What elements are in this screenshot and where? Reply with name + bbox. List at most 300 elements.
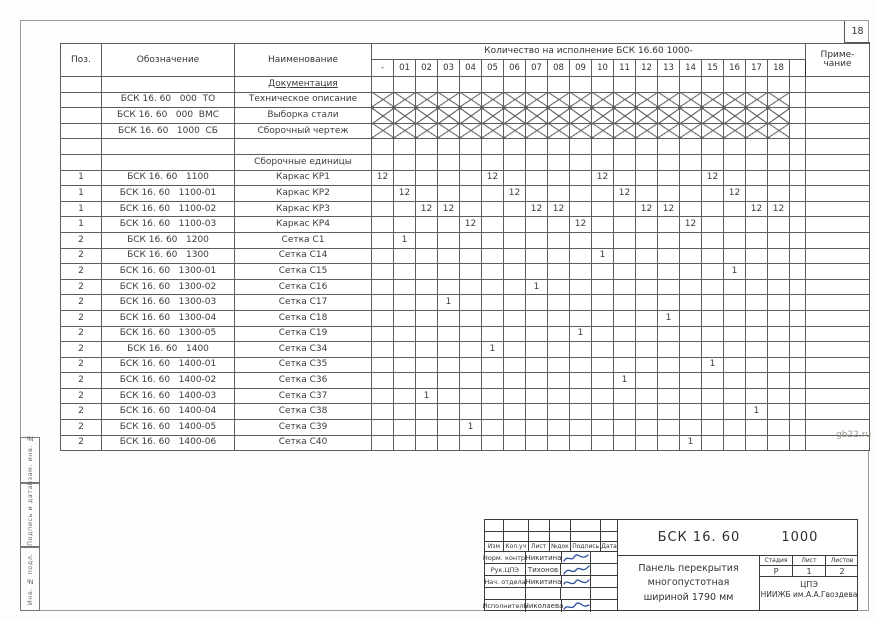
cell-qty-18 xyxy=(768,77,790,93)
cell-note xyxy=(806,295,870,311)
cell-qty-blank xyxy=(790,123,806,139)
cell-pos xyxy=(61,154,102,170)
cell-qty-07 xyxy=(526,92,548,108)
cell-qty-09 xyxy=(570,108,592,124)
cell-qty-12 xyxy=(636,248,658,264)
cell-qty-- xyxy=(372,404,394,420)
cell-qty-01 xyxy=(394,373,416,389)
cell-qty-02 xyxy=(416,186,438,202)
cell-qty-- xyxy=(372,123,394,139)
blank-cell xyxy=(529,520,550,531)
cell-qty-07 xyxy=(526,248,548,264)
cell-qty-16 xyxy=(724,295,746,311)
cell-qty-04 xyxy=(460,326,482,342)
cell-qty-05 xyxy=(482,123,504,139)
cell-qty-13 xyxy=(658,123,680,139)
cell-qty-12 xyxy=(636,435,658,451)
cell-qty-07 xyxy=(526,139,548,155)
cell-qty-07 xyxy=(526,186,548,202)
cell-qty-- xyxy=(372,373,394,389)
cell-qty-- xyxy=(372,357,394,373)
table-row xyxy=(61,170,870,186)
cell-qty-blank xyxy=(790,310,806,326)
cell-qty-14 xyxy=(680,420,702,436)
cell-name: Сетка С14 xyxy=(235,248,372,264)
cell-qty-08 xyxy=(548,139,570,155)
cell-qty-06 xyxy=(504,295,526,311)
cell-qty-blank xyxy=(790,217,806,233)
signature-icon xyxy=(562,600,590,612)
cell-qty-15 xyxy=(702,232,724,248)
exec-col-15: 15 xyxy=(702,60,724,77)
cell-qty-02 xyxy=(416,248,438,264)
cell-qty-16 xyxy=(724,108,746,124)
cell-qty-05 xyxy=(482,404,504,420)
exec-col--: - xyxy=(372,60,394,77)
table-row xyxy=(61,139,870,155)
cell-designation: БСК 16. 60 1000 СБ xyxy=(102,123,235,139)
blank-cell xyxy=(571,532,601,541)
cell-designation: БСК 16. 60 1400-04 xyxy=(102,404,235,420)
cell-qty-16 xyxy=(724,139,746,155)
cell-qty-03 xyxy=(438,123,460,139)
cell-qty-16: 12 xyxy=(724,186,746,202)
cell-designation: БСК 16. 60 1100-03 xyxy=(102,217,235,233)
signature-date xyxy=(591,564,617,575)
cell-qty-14 xyxy=(680,279,702,295)
cell-qty-04 xyxy=(460,357,482,373)
cell-qty-17 xyxy=(746,310,768,326)
exec-col-03: 03 xyxy=(438,60,460,77)
signature-cell xyxy=(561,588,591,599)
col-header-name: Наименование xyxy=(235,44,372,77)
cell-qty-05 xyxy=(482,77,504,93)
cell-qty-02 xyxy=(416,139,438,155)
cell-note xyxy=(806,108,870,124)
cell-note xyxy=(806,123,870,139)
cell-qty-12 xyxy=(636,186,658,202)
cell-qty-18 xyxy=(768,388,790,404)
cell-qty-07 xyxy=(526,154,548,170)
cell-note xyxy=(806,357,870,373)
cell-qty-15 xyxy=(702,388,724,404)
cell-qty-17 xyxy=(746,232,768,248)
cell-qty-10 xyxy=(592,373,614,389)
cell-qty-07 xyxy=(526,108,548,124)
cell-qty-18 xyxy=(768,404,790,420)
cell-qty-11 xyxy=(614,92,636,108)
document-number: БСК 16. 60 1000 xyxy=(618,520,858,556)
cell-qty-15: 12 xyxy=(702,170,724,186)
cell-name xyxy=(235,139,372,155)
cell-qty-01 xyxy=(394,264,416,280)
cell-qty-06 xyxy=(504,310,526,326)
cell-name: Выборка стали xyxy=(235,108,372,124)
cell-qty-02 xyxy=(416,404,438,420)
cell-qty-07 xyxy=(526,264,548,280)
signature-name: Никитина xyxy=(525,553,562,562)
cell-qty-blank xyxy=(790,170,806,186)
cell-qty-11 xyxy=(614,264,636,280)
cell-qty-- xyxy=(372,435,394,451)
cell-qty-02 xyxy=(416,92,438,108)
cell-qty-16: 1 xyxy=(724,264,746,280)
specification-table xyxy=(60,43,870,451)
cell-qty-blank xyxy=(790,373,806,389)
cell-qty-13 xyxy=(658,342,680,358)
cell-note xyxy=(806,170,870,186)
cell-qty-10 xyxy=(592,123,614,139)
cell-qty-05 xyxy=(482,279,504,295)
frame-label: Подпись и дата xyxy=(26,484,34,546)
exec-col-01: 01 xyxy=(394,60,416,77)
cell-qty-04 xyxy=(460,248,482,264)
frame-box-vzam-inv xyxy=(20,434,40,486)
cell-qty-14 xyxy=(680,154,702,170)
cell-qty-09 xyxy=(570,435,592,451)
cell-qty-03 xyxy=(438,373,460,389)
cell-qty-06 xyxy=(504,342,526,358)
cell-qty-03 xyxy=(438,139,460,155)
cell-qty-15 xyxy=(702,295,724,311)
signature-col-header: Лист xyxy=(529,542,550,551)
signature-role: Рук.ЦПЭ xyxy=(485,564,526,575)
cell-qty-11 xyxy=(614,357,636,373)
cell-qty-10 xyxy=(592,77,614,93)
cell-pos: 2 xyxy=(61,264,102,280)
cell-designation: БСК 16. 60 1200 xyxy=(102,232,235,248)
cell-name: Сетка С17 xyxy=(235,295,372,311)
cell-qty-09 xyxy=(570,279,592,295)
blank-cell xyxy=(529,532,550,541)
cell-qty-01 xyxy=(394,404,416,420)
cell-qty-14 xyxy=(680,264,702,280)
cell-qty-16 xyxy=(724,357,746,373)
signature-name: Тихонов xyxy=(526,564,562,575)
cell-qty-13 xyxy=(658,92,680,108)
cell-qty--: 12 xyxy=(372,170,394,186)
cell-qty-14 xyxy=(680,123,702,139)
signature-date xyxy=(591,588,617,599)
cell-qty-15 xyxy=(702,139,724,155)
cell-qty-- xyxy=(372,217,394,233)
cell-qty-15 xyxy=(702,108,724,124)
cell-designation: БСК 16. 60 1300-04 xyxy=(102,310,235,326)
cell-designation: БСК 16. 60 1300-05 xyxy=(102,326,235,342)
blank-cell xyxy=(571,520,601,531)
cell-name: Сетка С39 xyxy=(235,420,372,436)
cell-qty-15 xyxy=(702,326,724,342)
cell-qty-14: 12 xyxy=(680,217,702,233)
cell-qty-10 xyxy=(592,342,614,358)
cell-qty-06 xyxy=(504,264,526,280)
cell-qty-14 xyxy=(680,295,702,311)
cell-qty-03: 1 xyxy=(438,295,460,311)
col-header-quantity-group: Количество на исполнение БСК 16.60 1000- xyxy=(372,44,806,60)
cell-qty-- xyxy=(372,248,394,264)
cell-qty-09 xyxy=(570,77,592,93)
cell-qty-10 xyxy=(592,357,614,373)
cell-qty-09 xyxy=(570,420,592,436)
signature-col-header: Дата xyxy=(601,543,617,550)
cell-qty-08 xyxy=(548,154,570,170)
exec-col-13: 13 xyxy=(658,60,680,77)
table-row xyxy=(61,435,870,451)
cell-qty-04 xyxy=(460,108,482,124)
cell-qty-17 xyxy=(746,77,768,93)
cell-qty-07 xyxy=(526,123,548,139)
cell-qty-06 xyxy=(504,139,526,155)
cell-qty-04 xyxy=(460,404,482,420)
cell-qty-18 xyxy=(768,123,790,139)
cell-qty-04 xyxy=(460,295,482,311)
cell-qty-04 xyxy=(460,435,482,451)
cell-designation: БСК 16. 60 1300 xyxy=(102,248,235,264)
cell-pos xyxy=(61,123,102,139)
cell-note xyxy=(806,186,870,202)
stage-value: Р xyxy=(760,566,793,576)
cell-qty-07 xyxy=(526,326,548,342)
cell-qty-10 xyxy=(592,279,614,295)
cell-qty-16 xyxy=(724,92,746,108)
cell-qty-01 xyxy=(394,154,416,170)
cell-qty-07: 12 xyxy=(526,201,548,217)
cell-qty-05: 1 xyxy=(482,342,504,358)
cell-qty-17 xyxy=(746,373,768,389)
cell-qty-06 xyxy=(504,373,526,389)
cell-designation: БСК 16. 60 1100-02 xyxy=(102,201,235,217)
cell-qty-02 xyxy=(416,373,438,389)
cell-qty-03 xyxy=(438,342,460,358)
signature-icon xyxy=(562,576,590,588)
cell-qty-05 xyxy=(482,295,504,311)
cell-qty-blank xyxy=(790,108,806,124)
cell-qty-06 xyxy=(504,404,526,420)
cell-designation: БСК 16. 60 1300-03 xyxy=(102,295,235,311)
cell-qty-07: 1 xyxy=(526,279,548,295)
cell-qty-10 xyxy=(592,154,614,170)
table-row xyxy=(61,295,870,311)
cell-qty-01: 1 xyxy=(394,232,416,248)
cell-pos: 2 xyxy=(61,435,102,451)
cell-qty-blank xyxy=(790,342,806,358)
signature-col-header: Кол.уч xyxy=(504,542,529,551)
cell-qty-blank xyxy=(790,232,806,248)
exec-col-06: 06 xyxy=(504,60,526,77)
cell-qty-02 xyxy=(416,77,438,93)
cell-designation: БСК 16. 60 1400 xyxy=(102,342,235,358)
cell-qty-- xyxy=(372,139,394,155)
cell-qty-- xyxy=(372,154,394,170)
cell-qty-01: 12 xyxy=(394,186,416,202)
cell-qty-04 xyxy=(460,373,482,389)
cell-qty-18 xyxy=(768,108,790,124)
cell-qty-14 xyxy=(680,388,702,404)
table-row xyxy=(61,404,870,420)
cell-qty-10 xyxy=(592,420,614,436)
cell-qty-07 xyxy=(526,342,548,358)
cell-designation: БСК 16. 60 1400-02 xyxy=(102,373,235,389)
cell-qty-14 xyxy=(680,357,702,373)
cell-qty-18 xyxy=(768,248,790,264)
cell-qty-01 xyxy=(394,342,416,358)
cell-qty-18 xyxy=(768,92,790,108)
cell-qty-15 xyxy=(702,248,724,264)
cell-qty-05 xyxy=(482,310,504,326)
cell-qty-15 xyxy=(702,310,724,326)
cell-qty-17 xyxy=(746,217,768,233)
cell-qty-12 xyxy=(636,154,658,170)
cell-qty-13 xyxy=(658,154,680,170)
cell-qty-- xyxy=(372,310,394,326)
cell-qty-blank xyxy=(790,404,806,420)
cell-pos: 2 xyxy=(61,388,102,404)
cell-qty-05 xyxy=(482,217,504,233)
cell-qty-02 xyxy=(416,342,438,358)
blank-cell xyxy=(550,532,572,541)
cell-note xyxy=(806,201,870,217)
exec-col-11: 11 xyxy=(614,60,636,77)
cell-qty-blank xyxy=(790,388,806,404)
cell-qty-05 xyxy=(482,388,504,404)
cell-qty-08 xyxy=(548,217,570,233)
cell-qty-17: 12 xyxy=(746,201,768,217)
cell-qty-02: 1 xyxy=(416,388,438,404)
cell-pos: 2 xyxy=(61,295,102,311)
cell-qty-11 xyxy=(614,139,636,155)
cell-qty-01 xyxy=(394,92,416,108)
cell-qty-12 xyxy=(636,404,658,420)
cell-qty-03 xyxy=(438,420,460,436)
cell-qty-blank xyxy=(790,435,806,451)
cell-qty-blank xyxy=(790,295,806,311)
cell-qty-- xyxy=(372,186,394,202)
cell-qty-16 xyxy=(724,342,746,358)
cell-qty-03 xyxy=(438,435,460,451)
blank-cell xyxy=(504,532,529,541)
cell-qty-02 xyxy=(416,279,438,295)
frame-label: Взам. инв. № xyxy=(26,434,34,486)
title-block-row xyxy=(485,532,617,542)
cell-qty-blank xyxy=(790,326,806,342)
cell-qty-09 xyxy=(570,404,592,420)
cell-name: Сетка С40 xyxy=(235,435,372,451)
cell-qty-16 xyxy=(724,232,746,248)
cell-qty-09 xyxy=(570,186,592,202)
cell-pos xyxy=(61,77,102,93)
cell-qty-08 xyxy=(548,264,570,280)
cell-qty-09 xyxy=(570,248,592,264)
cell-qty-07 xyxy=(526,420,548,436)
cell-qty-08 xyxy=(548,357,570,373)
cell-qty-06 xyxy=(504,357,526,373)
signature-cell xyxy=(561,564,591,575)
cell-qty-03: 12 xyxy=(438,201,460,217)
cell-qty-08: 12 xyxy=(548,201,570,217)
cell-qty-05 xyxy=(482,357,504,373)
cell-name: Сетка С38 xyxy=(235,404,372,420)
cell-qty-- xyxy=(372,326,394,342)
cell-qty-03 xyxy=(438,310,460,326)
cell-qty-02 xyxy=(416,217,438,233)
cell-qty-13 xyxy=(658,420,680,436)
cell-qty-17: 1 xyxy=(746,404,768,420)
cell-qty-06 xyxy=(504,279,526,295)
title-block-row xyxy=(485,564,617,576)
cell-qty-04 xyxy=(460,92,482,108)
cell-qty-- xyxy=(372,295,394,311)
cell-qty-06 xyxy=(504,232,526,248)
cell-qty-03 xyxy=(438,404,460,420)
cell-pos: 2 xyxy=(61,342,102,358)
cell-qty-11 xyxy=(614,342,636,358)
cell-qty-14 xyxy=(680,310,702,326)
exec-col-02: 02 xyxy=(416,60,438,77)
cell-name: Каркас КР4 xyxy=(235,217,372,233)
cell-qty-17 xyxy=(746,326,768,342)
cell-qty-18 xyxy=(768,295,790,311)
cell-qty-07 xyxy=(526,435,548,451)
cell-qty-07 xyxy=(526,357,548,373)
cell-qty-03 xyxy=(438,248,460,264)
cell-pos: 2 xyxy=(61,357,102,373)
cell-qty-04 xyxy=(460,139,482,155)
cell-qty-- xyxy=(372,264,394,280)
cell-qty-05 xyxy=(482,201,504,217)
frame-box-inv-podl xyxy=(20,547,40,611)
cell-qty-13 xyxy=(658,139,680,155)
cell-qty-blank xyxy=(790,201,806,217)
cell-name: Сетка С1 xyxy=(235,232,372,248)
exec-col-14: 14 xyxy=(680,60,702,77)
cell-qty-02 xyxy=(416,295,438,311)
cell-qty-18: 12 xyxy=(768,201,790,217)
cell-name: Сетка С36 xyxy=(235,373,372,389)
cell-qty-13 xyxy=(658,77,680,93)
cell-qty-03 xyxy=(438,186,460,202)
cell-qty-04 xyxy=(460,342,482,358)
cell-qty-17 xyxy=(746,123,768,139)
cell-pos: 2 xyxy=(61,232,102,248)
cell-qty-12 xyxy=(636,357,658,373)
cell-designation: БСК 16. 60 1400-05 xyxy=(102,420,235,436)
cell-pos: 2 xyxy=(61,248,102,264)
table-row xyxy=(61,310,870,326)
signature-cell xyxy=(562,576,591,587)
cell-qty-11 xyxy=(614,310,636,326)
table-row xyxy=(61,154,870,170)
cell-qty-08 xyxy=(548,435,570,451)
cell-qty-12 xyxy=(636,326,658,342)
cell-name: Техническое описание xyxy=(235,92,372,108)
cell-qty-- xyxy=(372,77,394,93)
cell-qty-12: 12 xyxy=(636,201,658,217)
table-row xyxy=(61,342,870,358)
cell-qty-13 xyxy=(658,108,680,124)
cell-qty-11 xyxy=(614,248,636,264)
cell-qty-16 xyxy=(724,77,746,93)
cell-qty-16 xyxy=(724,201,746,217)
cell-qty-14 xyxy=(680,108,702,124)
cell-qty-11 xyxy=(614,154,636,170)
title-block-right xyxy=(618,520,858,610)
cell-qty-13 xyxy=(658,388,680,404)
cell-designation: БСК 16. 60 1100-01 xyxy=(102,186,235,202)
cell-qty-05 xyxy=(482,108,504,124)
title-block-row xyxy=(482,600,617,612)
cell-name: Сетка С35 xyxy=(235,357,372,373)
cell-qty-14 xyxy=(680,139,702,155)
